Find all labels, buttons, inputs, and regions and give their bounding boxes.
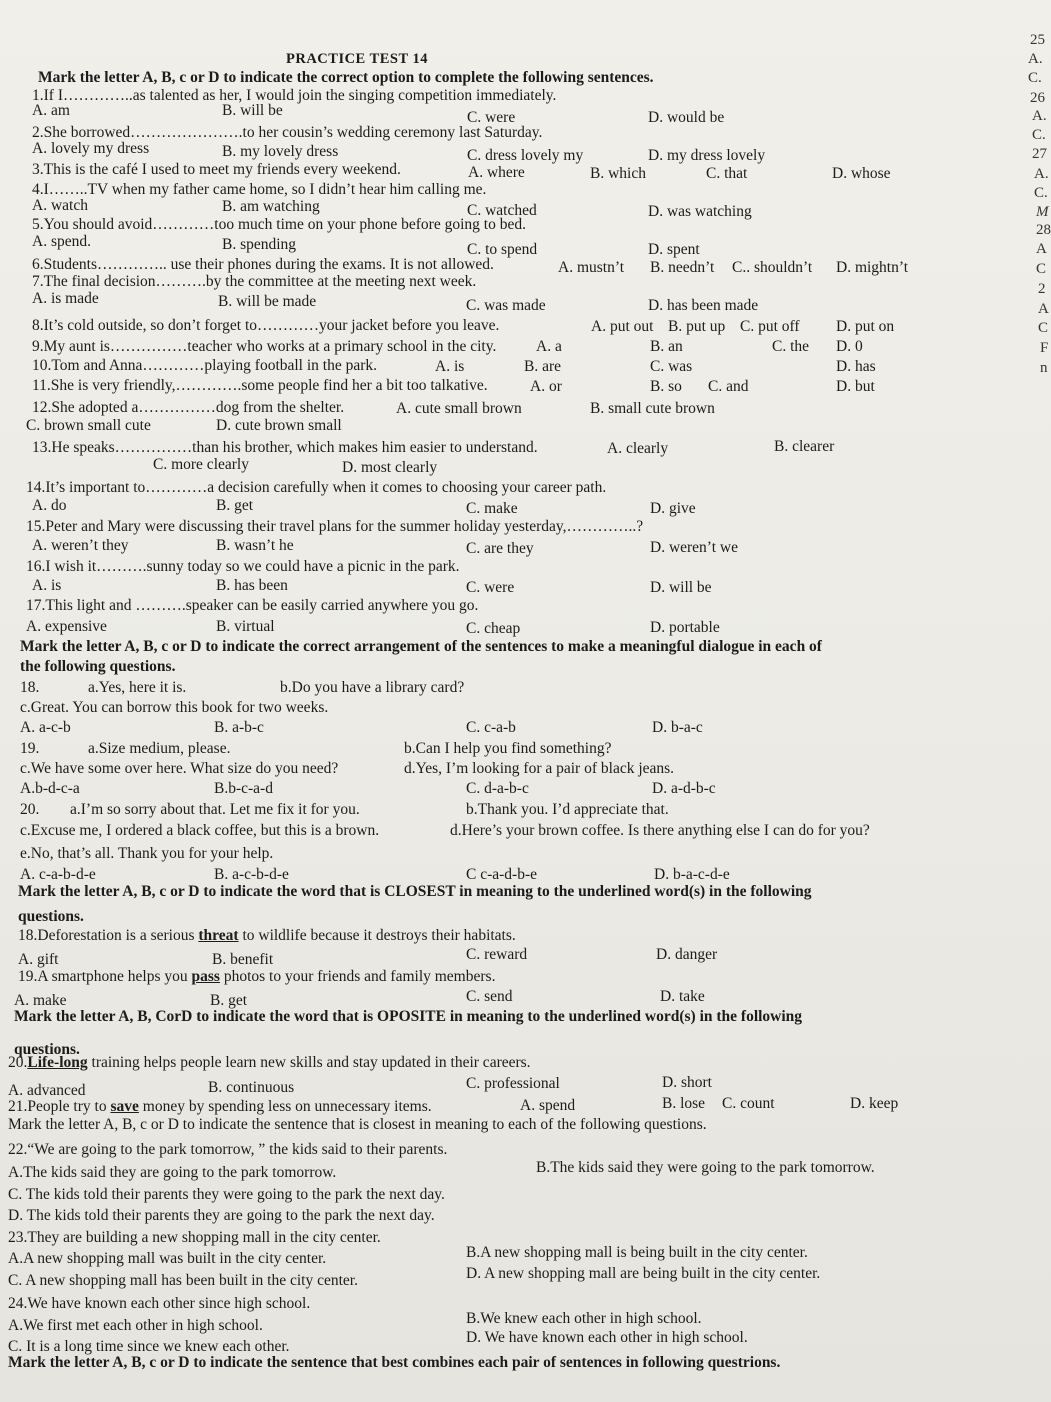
- margin-fragment: 27: [1032, 146, 1047, 162]
- question-stem: 18.Deforestation is a serious threat to wildlife because it destroys their habitats.: [18, 927, 516, 944]
- question-stem: 7.The final decision……….by the committee at the meeting next week.: [32, 273, 477, 290]
- option: D. We have known each other in high school.: [466, 1329, 748, 1346]
- option: B.A new shopping mall is being built in the city center.: [466, 1244, 808, 1261]
- option: C. send: [466, 988, 513, 1005]
- option: B. a-c-b-d-e: [214, 866, 289, 883]
- option: C. It is a long time since we knew each other.: [8, 1338, 290, 1355]
- question-stem: 20.Life-long training helps people learn new skills and stay updated in their careers.: [8, 1054, 531, 1071]
- dialogue-line: c.We have some over here. What size do you need?: [20, 760, 339, 777]
- option: C. d-a-b-c: [466, 780, 529, 797]
- underlined-word: threat: [198, 927, 239, 944]
- question-number: 18.: [20, 679, 40, 696]
- question-stem: 22.“We are going to the park tomorrow, ” the kids said to their parents.: [8, 1141, 448, 1158]
- margin-fragment: F: [1040, 340, 1049, 356]
- option: C. were: [466, 579, 515, 596]
- question-stem: 5.You should avoid…………too much time on your phone before going to bed.: [32, 216, 526, 233]
- dialogue-line: b.Can I help you find something?: [404, 740, 612, 757]
- option: A. spend.: [32, 233, 91, 250]
- option: C. c-a-b: [466, 719, 516, 736]
- margin-fragment: A.: [1034, 166, 1049, 182]
- option: B. which: [590, 165, 646, 182]
- dialogue-line: a.Yes, here it is.: [88, 679, 187, 696]
- option: B. needn’t: [650, 259, 715, 276]
- option: D. weren’t we: [650, 539, 738, 556]
- margin-fragment: C: [1038, 320, 1049, 336]
- option: D. b-a-c: [652, 719, 703, 736]
- option: C. count: [722, 1095, 775, 1112]
- question-stem: 11.She is very friendly,………….some people find her a bit too talkative.: [32, 377, 488, 394]
- option: B. lose: [662, 1095, 706, 1112]
- option: C. that: [706, 165, 748, 182]
- dialogue-line: c.Great. You can borrow this book for two weeks.: [20, 699, 329, 716]
- option: B.b-c-a-d: [214, 780, 273, 797]
- margin-fragment: A: [1038, 301, 1049, 317]
- option: D. but: [836, 378, 875, 395]
- question-stem: 10.Tom and Anna…………playing football in the park.: [32, 357, 378, 374]
- option: C. the: [772, 338, 810, 355]
- option: C. put off: [740, 318, 800, 335]
- option: A. where: [468, 164, 525, 181]
- option: C. was made: [466, 297, 546, 314]
- option: C. to spend: [467, 241, 538, 258]
- option: A. cute small brown: [396, 400, 522, 417]
- dialogue-line: a.I’m so sorry about that. Let me fix it for you.: [70, 801, 360, 818]
- option: C. were: [467, 109, 516, 126]
- question-stem: 13.He speaks……………than his brother, which makes him easier to understand.: [32, 439, 538, 456]
- question-stem: 8.It’s cold outside, so don’t forget to…………your jacket before you leave.: [32, 317, 500, 334]
- question-stem: 14.It’s important to…………a decision carefully when it comes to choosing your career path.: [26, 479, 607, 496]
- option: A. is: [32, 577, 62, 594]
- option: B. put up: [668, 318, 726, 335]
- option: A. spend: [520, 1097, 576, 1114]
- question-stem: 4.I……..TV when my father came home, so I didn’t hear him calling me.: [32, 181, 487, 198]
- question-number: 19.: [20, 740, 40, 757]
- page-title: PRACTICE TEST 14: [286, 51, 429, 67]
- instruction-dialogue-cont: the following questions.: [20, 658, 176, 675]
- option: A. is made: [32, 290, 99, 307]
- question-stem: 6.Students………….. use their phones during the exams. It is not allowed.: [32, 256, 494, 273]
- margin-fragment: C: [1036, 261, 1047, 277]
- margin-fragment: C.: [1028, 70, 1042, 86]
- question-stem: 3.This is the café I used to meet my friends every weekend.: [32, 161, 401, 178]
- option: C. are they: [466, 540, 534, 557]
- option: B. an: [650, 338, 683, 355]
- option: A. clearly: [607, 440, 669, 457]
- option: C. make: [466, 500, 518, 517]
- option: A. a: [536, 338, 562, 355]
- option: C c-a-d-b-e: [466, 866, 537, 883]
- option: D. most clearly: [342, 459, 438, 476]
- option: D. b-a-c-d-e: [654, 866, 730, 883]
- dialogue-line: d.Yes, I’m looking for a pair of black jeans.: [404, 760, 675, 777]
- option: B.The kids said they were going to the park tomorrow.: [536, 1159, 875, 1176]
- option: A.b-d-c-a: [20, 780, 80, 797]
- question-stem: 19.A smartphone helps you pass photos to your friends and family members.: [18, 968, 496, 985]
- question-stem: 24.We have known each other since high school.: [8, 1295, 311, 1312]
- question-stem: 16.I wish it……….sunny today so we could have a picnic in the park.: [26, 558, 460, 575]
- option: B. am watching: [222, 198, 320, 215]
- question-number: 20.: [20, 801, 40, 818]
- question-stem: 15.Peter and Mary were discussing their travel plans for the summer holiday yesterday,…………..?: [26, 518, 644, 535]
- option: D. The kids told their parents they are going to the park the next day.: [8, 1207, 435, 1224]
- instruction-combine: Mark the letter A, B, c or D to indicate the sentence that best combines each pair of sentences in following questrions.: [8, 1354, 781, 1371]
- option: A. am: [32, 102, 70, 119]
- dialogue-line: e.No, that’s all. Thank you for your help.: [20, 845, 274, 862]
- option: C. was: [650, 358, 693, 375]
- option: A. c-a-b-d-e: [20, 866, 96, 883]
- option: D. give: [650, 500, 696, 517]
- option: A. lovely my dress: [32, 140, 150, 157]
- option: D. cute brown small: [216, 417, 342, 434]
- margin-fragment: A: [1036, 241, 1047, 257]
- question-stem: 17.This light and ……….speaker can be easily carried anywhere you go.: [26, 597, 479, 614]
- option: B. small cute brown: [590, 400, 715, 417]
- option: A. advanced: [8, 1082, 86, 1099]
- option: D. take: [660, 988, 705, 1005]
- option: A. expensive: [26, 618, 107, 635]
- option: B. so: [650, 378, 682, 395]
- option: C. reward: [466, 946, 528, 963]
- option: B. a-b-c: [214, 719, 264, 736]
- option: A. or: [530, 378, 562, 395]
- instruction-complete-sentences: Mark the letter A, B, c or D to indicate the correct option to complete the following sentences.: [38, 69, 654, 86]
- option: A. is: [435, 358, 465, 375]
- option: B. benefit: [212, 951, 274, 968]
- margin-fragment: 26: [1030, 90, 1045, 106]
- dialogue-line: b.Do you have a library card?: [280, 679, 465, 696]
- option: A. weren’t they: [32, 537, 129, 554]
- option: D. has: [836, 358, 876, 375]
- instruction-antonym-cont: questions.: [14, 1041, 80, 1058]
- option: A. gift: [18, 951, 59, 968]
- option: D. keep: [850, 1095, 899, 1112]
- option: B. get: [216, 497, 254, 514]
- option: D. spent: [648, 241, 700, 258]
- question-stem: 23.They are building a new shopping mall in the city center.: [8, 1229, 381, 1246]
- option: C. more clearly: [153, 456, 249, 473]
- option: C. dress lovely my: [467, 147, 584, 164]
- option: B. will be: [222, 102, 283, 119]
- instruction-synonym: Mark the letter A, B, c or D to indicate the word that is CLOSEST in meaning to the underlined word(s) in the following: [18, 883, 812, 900]
- option: B. spending: [222, 236, 297, 253]
- option: D. A new shopping mall are being built in the city center.: [466, 1265, 821, 1282]
- question-stem: 21.People try to save money by spending less on unnecessary items.: [8, 1098, 432, 1115]
- option: D. will be: [650, 579, 712, 596]
- dialogue-line: a.Size medium, please.: [88, 740, 231, 757]
- option: D. whose: [832, 165, 891, 182]
- margin-fragment: 2: [1038, 281, 1046, 297]
- question-stem: 2.She borrowed………………….to her cousin’s wedding ceremony last Saturday.: [32, 124, 543, 141]
- margin-fragment: A.: [1028, 51, 1043, 67]
- option: D. has been made: [648, 297, 759, 314]
- option: A.A new shopping mall was built in the city center.: [8, 1250, 327, 1267]
- option: D. portable: [650, 619, 720, 636]
- margin-fragment: A.: [1032, 108, 1047, 124]
- option: A. do: [32, 497, 67, 514]
- option: B. continuous: [208, 1079, 295, 1096]
- margin-fragment: 25: [1030, 32, 1045, 48]
- option: C. A new shopping mall has been built in the city center.: [8, 1272, 358, 1289]
- margin-fragment: C.: [1032, 127, 1046, 143]
- instruction-transformation: Mark the letter A, B, c or D to indicate the sentence that is closest in meaning to each of the following questions.: [8, 1116, 707, 1133]
- option: C. and: [708, 378, 749, 395]
- option: A. mustn’t: [558, 259, 625, 276]
- option: B.We knew each other in high school.: [466, 1310, 702, 1327]
- option: B. has been: [216, 577, 288, 594]
- instruction-antonym: Mark the letter A, B, CorD to indicate the word that is OPOSITE in meaning to the underlined word(s) in the following: [14, 1008, 803, 1025]
- option: D. put on: [836, 318, 895, 335]
- margin-fragment: 28: [1036, 222, 1051, 238]
- option: B. will be made: [218, 293, 317, 310]
- margin-fragment: M: [1036, 204, 1049, 220]
- option: D. my dress lovely: [648, 147, 766, 164]
- underlined-word: pass: [191, 968, 220, 985]
- option: B. are: [524, 358, 562, 375]
- option: B. virtual: [216, 618, 275, 635]
- instruction-synonym-cont: questions.: [18, 908, 84, 925]
- dialogue-line: b.Thank you. I’d appreciate that.: [466, 801, 669, 818]
- option: A. put out: [591, 318, 654, 335]
- question-stem: 1.If I…………..as talented as her, I would join the singing competition immediately.: [32, 87, 557, 104]
- underlined-word: Life-long: [27, 1054, 88, 1071]
- margin-fragment: n: [1040, 360, 1048, 376]
- dialogue-line: d.Here’s your brown coffee. Is there anything else I can do for you?: [450, 822, 870, 839]
- option: B. clearer: [774, 438, 835, 455]
- option: A. make: [14, 992, 67, 1009]
- option: A. watch: [32, 197, 88, 214]
- option: C. The kids told their parents they were going to the park the next day.: [8, 1186, 445, 1203]
- question-stem: 12.She adopted a……………dog from the shelter.: [32, 399, 345, 416]
- option: D. 0: [836, 338, 863, 355]
- option: C.. shouldn’t: [732, 259, 813, 276]
- option: C. brown small cute: [26, 417, 151, 434]
- underlined-word: save: [110, 1098, 139, 1115]
- option: D. mightn’t: [836, 259, 909, 276]
- dialogue-line: c.Excuse me, I ordered a black coffee, but this is a brown.: [20, 822, 380, 839]
- option: D. danger: [656, 946, 718, 963]
- option: C. cheap: [466, 620, 521, 637]
- option: B. get: [210, 992, 248, 1009]
- instruction-dialogue: Mark the letter A, B, c or D to indicate the correct arrangement of the sentences to make a meaningful dialogue in each of: [20, 638, 822, 655]
- option: B. wasn’t he: [216, 537, 294, 554]
- option: C. professional: [466, 1075, 560, 1092]
- option: B. my lovely dress: [222, 143, 339, 160]
- option: D. would be: [648, 109, 725, 126]
- question-stem: 9.My aunt is……………teacher who works at a primary school in the city.: [32, 338, 497, 355]
- option: C. watched: [467, 202, 537, 219]
- option: A. a-c-b: [20, 719, 71, 736]
- option: A.We first met each other in high school.: [8, 1317, 263, 1334]
- margin-fragment: C.: [1034, 185, 1048, 201]
- option: D. was watching: [648, 203, 752, 220]
- option: D. a-d-b-c: [652, 780, 716, 797]
- option: A.The kids said they are going to the park tomorrow.: [8, 1164, 337, 1181]
- option: D. short: [662, 1074, 712, 1091]
